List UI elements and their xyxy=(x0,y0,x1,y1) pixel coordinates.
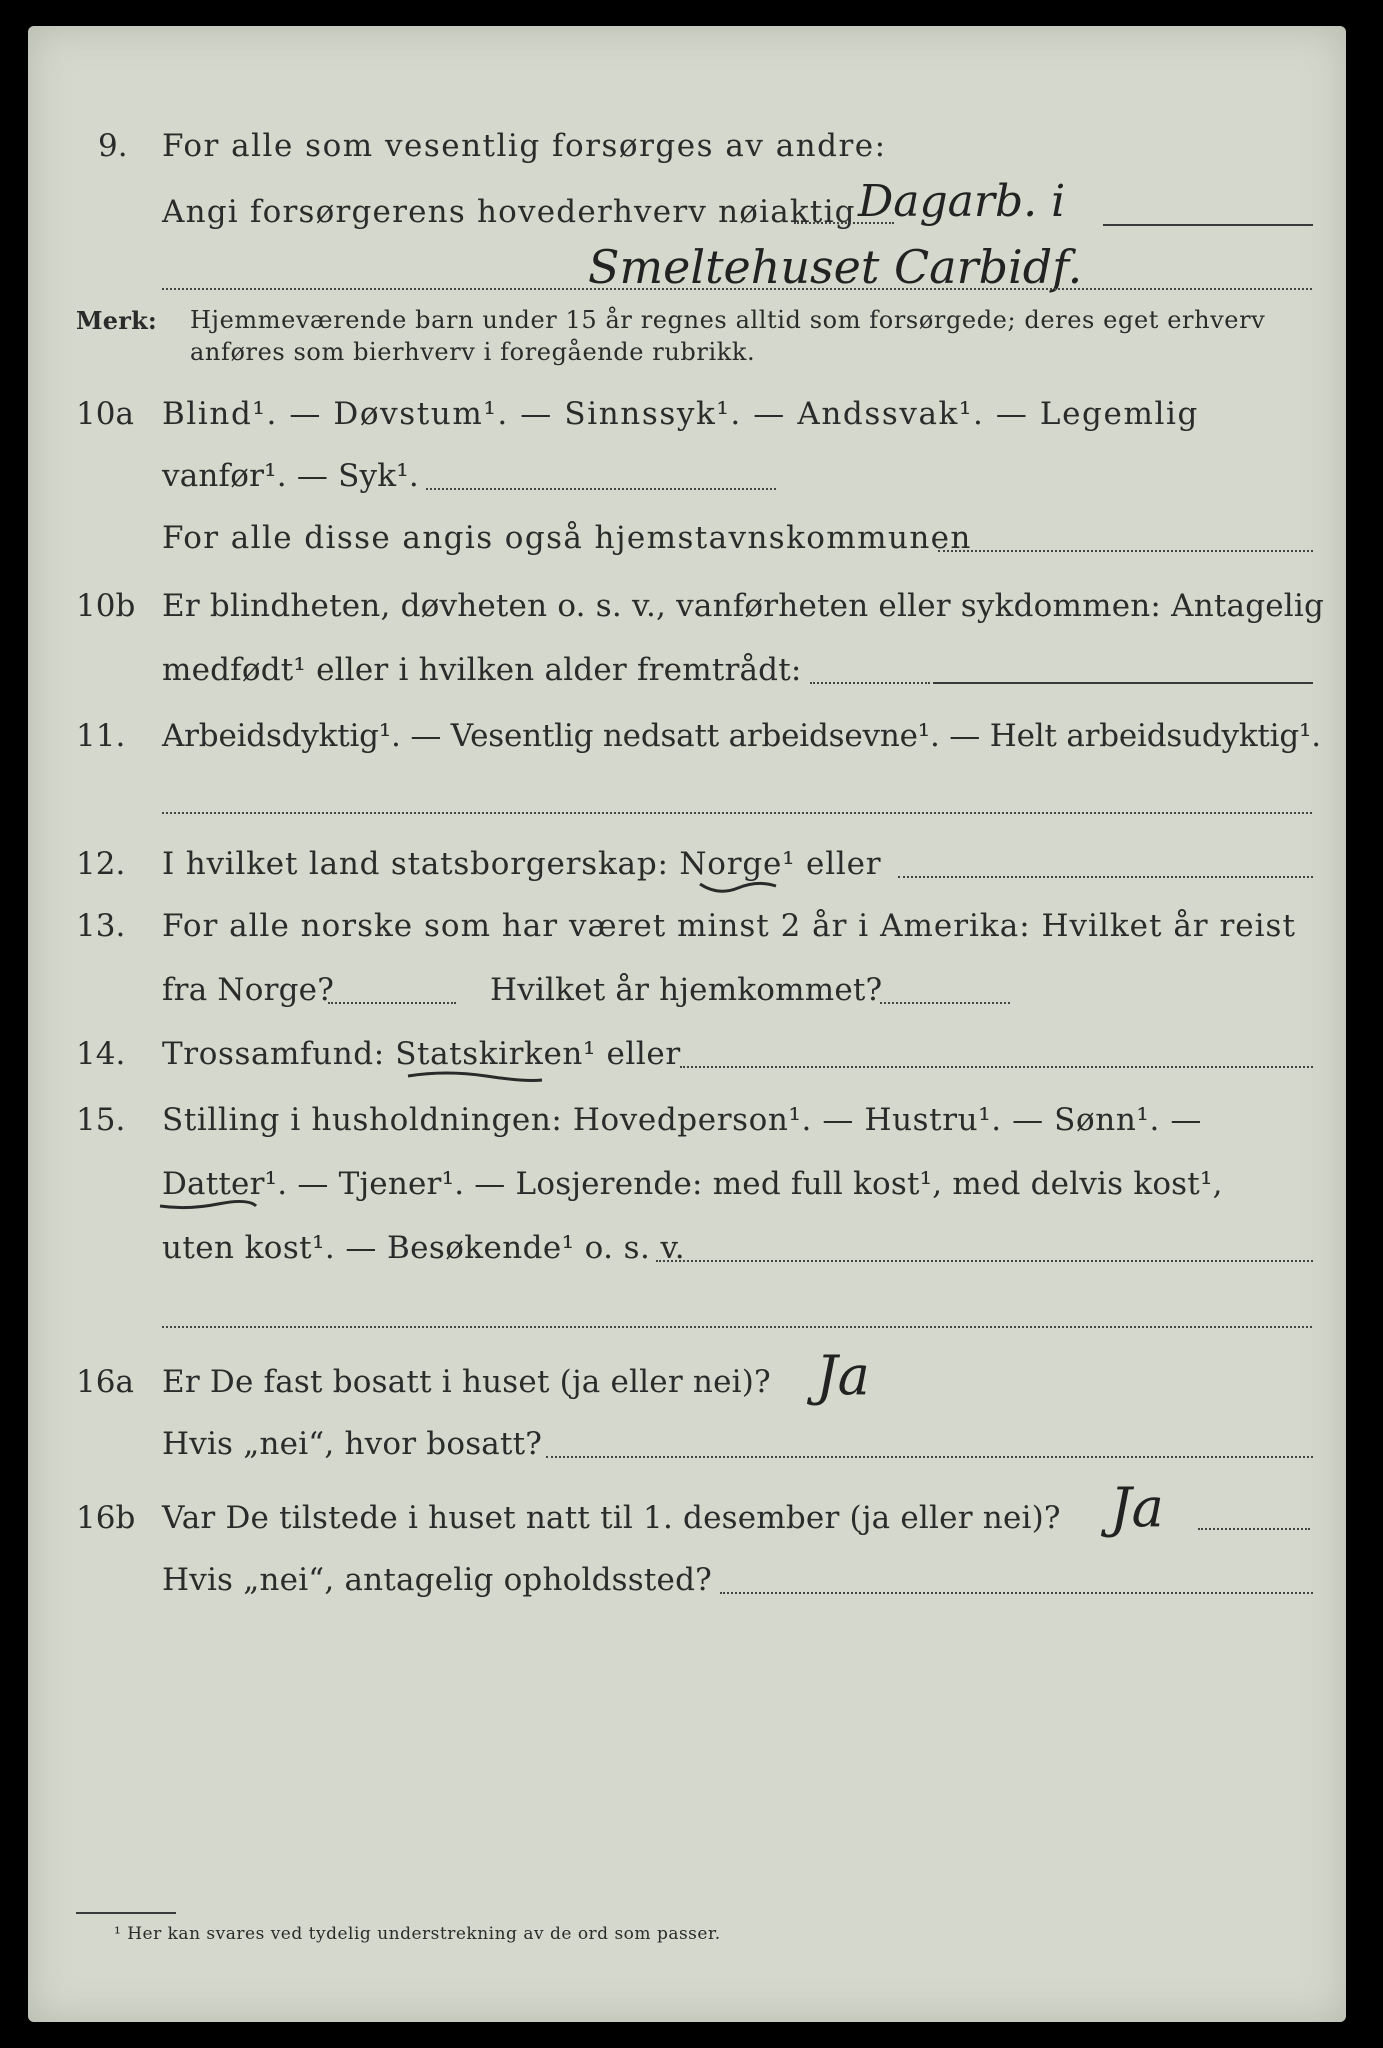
q16a-line2: Hvis „nei“, hvor bosatt? xyxy=(162,1426,543,1462)
merk-line1: Hjemmeværende barn under 15 år regnes alltid som forsørgede; deres eget erhverv xyxy=(190,306,1266,334)
q15-line3: uten kost¹. — Besøkende¹ o. s. v. xyxy=(162,1230,685,1266)
q9-number: 9. xyxy=(98,128,128,164)
q10a-line1: Blind¹. — Døvstum¹. — Sinnssyk¹. — Andssvak¹. — Legemlig xyxy=(162,396,1199,432)
q10b-number: 10b xyxy=(76,588,136,624)
q12-line1: I hvilket land statsborgerskap: Norge¹ eller xyxy=(162,846,882,882)
q13-reist-line xyxy=(328,1002,456,1004)
q16b-place-line xyxy=(720,1592,1313,1594)
q16b-handwritten-answer: Ja xyxy=(1110,1476,1164,1539)
q11-number: 11. xyxy=(76,718,126,754)
census-form-page xyxy=(28,26,1346,2022)
q13-line2a: fra Norge? xyxy=(162,972,335,1008)
q12-number: 12. xyxy=(76,846,126,882)
q16b-fill-line xyxy=(1198,1528,1310,1530)
q10b-fill-line xyxy=(933,682,1313,684)
q15-line2: Datter¹. — Tjener¹. — Losjerende: med full kost¹, med delvis kost¹, xyxy=(162,1166,1223,1202)
q10a-fill-line xyxy=(426,488,776,490)
q10b-line2: medfødt¹ eller i hvilken alder fremtrådt: xyxy=(162,652,802,688)
q16a-handwritten-answer: Ja xyxy=(816,1344,870,1407)
q13-line1: For alle norske som har været minst 2 år i Amerika: Hvilket år reist xyxy=(162,908,1296,944)
q10a-line2: vanfør¹. — Syk¹. xyxy=(162,458,419,494)
q10b-fill-dots xyxy=(810,682,930,684)
q12-fill-line xyxy=(898,876,1313,878)
q9-answer-line-2 xyxy=(162,288,1312,290)
q16a-fill-line xyxy=(546,1456,1313,1458)
q15-underline-datter xyxy=(158,1198,258,1212)
q14-underline-statskirken xyxy=(406,1068,546,1086)
q14-number: 14. xyxy=(76,1036,126,1072)
q13-hjem-line xyxy=(880,1002,1010,1004)
merk-line2: anføres som bierhverv i foregående rubrikk. xyxy=(190,338,756,366)
q15-number: 15. xyxy=(76,1102,126,1138)
q14-fill-line xyxy=(680,1066,1313,1068)
q15-fill-line xyxy=(656,1260,1313,1262)
q11-answer-line xyxy=(162,812,1312,814)
q16a-line1: Er De fast bosatt i huset (ja eller nei)? xyxy=(162,1364,771,1400)
q15-answer-line xyxy=(162,1326,1312,1328)
q16b-line2: Hvis „nei“, antagelig opholdssted? xyxy=(162,1562,712,1598)
q9-handwritten-1: Dagarb. i xyxy=(858,176,1066,227)
q10a-line3: For alle disse angis også hjemstavnskommunen xyxy=(162,520,972,556)
q10a-home-line xyxy=(938,550,1313,552)
q10a-number: 10a xyxy=(76,396,134,432)
q14-line1: Trossamfund: Statskirken¹ eller xyxy=(162,1036,681,1072)
q11-line1: Arbeidsdyktig¹. — Vesentlig nedsatt arbeidsevne¹. — Helt arbeidsudyktig¹. xyxy=(162,718,1321,754)
footnote: ¹ Her kan svares ved tydelig understrekning av de ord som passer. xyxy=(114,1924,721,1944)
q16a-number: 16a xyxy=(76,1364,134,1400)
q13-line2b: Hvilket år hjemkommet? xyxy=(490,972,883,1008)
q9-line2: Angi forsørgerens hovederhverv nøiaktig xyxy=(162,194,856,230)
q13-number: 13. xyxy=(76,908,126,944)
q10b-line1: Er blindheten, døvheten o. s. v., vanførheten eller sykdommen: Antagelig xyxy=(162,588,1325,624)
q15-line1: Stilling i husholdningen: Hovedperson¹. — Hustru¹. — Sønn¹. — xyxy=(162,1102,1202,1138)
q9-line1: For alle som vesentlig forsørges av andre: xyxy=(162,128,887,164)
q9-answer-line-1 xyxy=(1103,224,1313,226)
q16b-line1: Var De tilstede i huset natt til 1. desember (ja eller nei)? xyxy=(162,1500,1061,1536)
footnote-rule xyxy=(76,1912,176,1914)
q16b-number: 16b xyxy=(76,1500,136,1536)
merk-label: Merk: xyxy=(76,306,157,335)
q12-underline-norge xyxy=(698,878,778,896)
q9-handwritten-2: Smeltehuset Carbidf. xyxy=(588,240,1083,294)
